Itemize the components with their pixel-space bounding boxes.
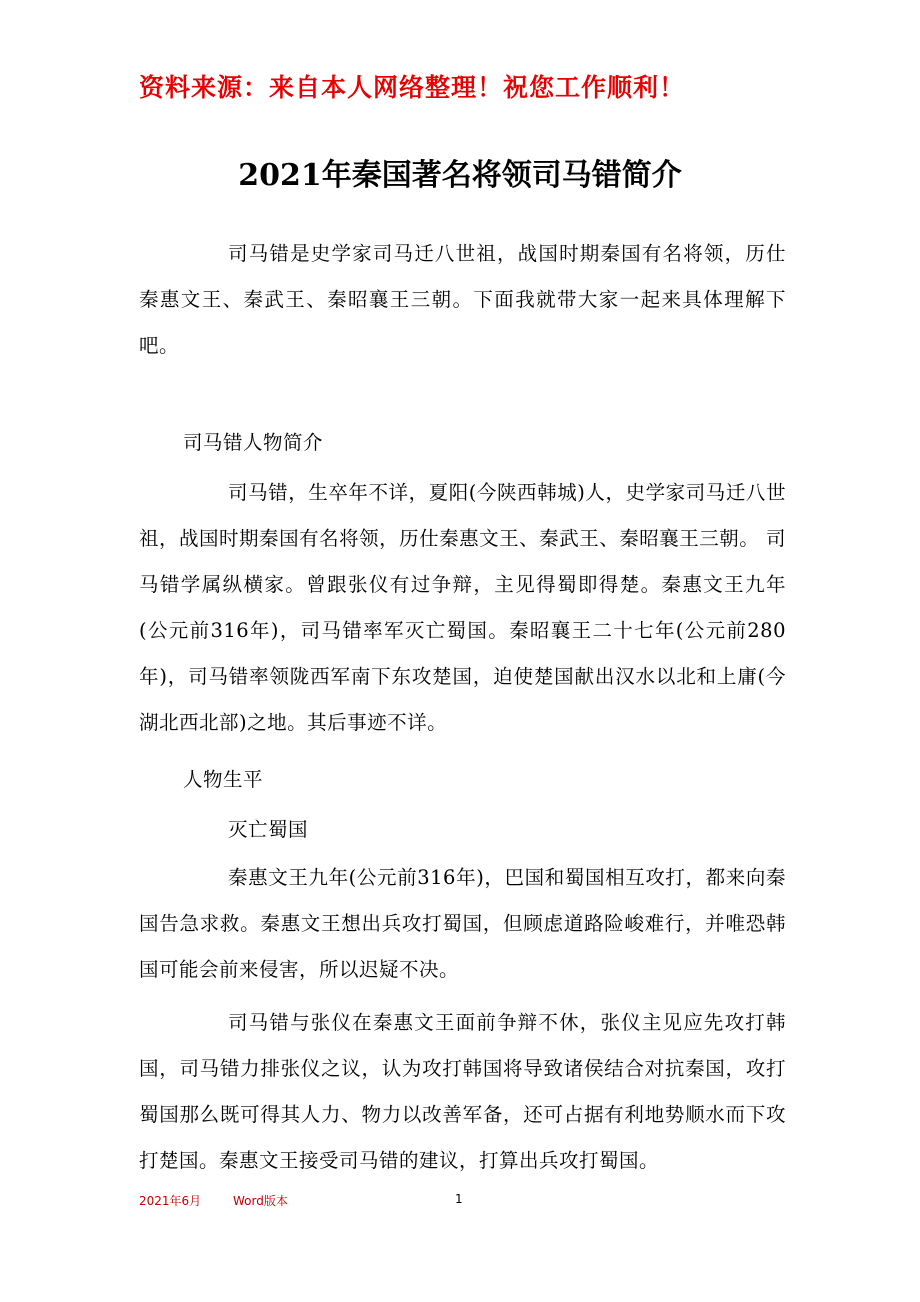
source-banner: 资料来源：来自本人网络整理！祝您工作顺利！ bbox=[139, 73, 686, 102]
paragraph-ba-shu-conflict: 秦惠文王九年(公元前316年)，巴国和蜀国相互攻打，都来向秦国告急求救。秦惠文王想出兵攻打蜀国，但顾虑道路险峻难行，并唯恐韩国可能会前来侵害，所以迟疑不决。 bbox=[139, 866, 786, 981]
section-heading-profile: 司马错人物简介 bbox=[183, 431, 324, 454]
footer-page-number: 1 bbox=[455, 1192, 463, 1206]
paragraph-debate-zhangyi: 司马错与张仪在秦惠文王面前争辩不休，张仪主见应先攻打韩国，司马错力排张仪之议，认为攻打韩国将导致诸侯结合对抗秦国，攻打蜀国那么既可得其人力、物力以改善军备，还可占据有利地势顺水而下攻打楚国。秦惠文王接受司马错的建议，打算出兵攻打蜀国。 bbox=[139, 1011, 786, 1172]
profile-paragraph: 司马错，生卒年不详，夏阳(今陕西韩城)人，史学家司马迁八世祖，战国时期秦国有名将领，历仕秦惠文王、秦武王、秦昭襄王三朝。 司马错学属纵横家。曾跟张仪有过争辩，主见得蜀即得楚。秦惠文王九年(公元前316年)，司马错率军灭亡蜀国。秦昭襄王二十七年(公元前280年)，司马错率领陇西军南下东攻楚国，迫使楚国献出汉水以北和上庸(今湖北西北部)之地。其后事迹不详。 bbox=[139, 481, 786, 734]
footer-version: Word版本 bbox=[233, 1194, 288, 1208]
section-heading-life: 人物生平 bbox=[183, 768, 264, 791]
footer-date: 2021年6月 bbox=[139, 1194, 202, 1208]
document-title: 2021年秦国著名将领司马错简介 bbox=[238, 158, 682, 193]
intro-paragraph: 司马错是史学家司马迁八世祖，战国时期秦国有名将领，历仕秦惠文王、秦武王、秦昭襄王三朝。下面我就带大家一起来具体理解下吧。 bbox=[139, 242, 786, 357]
subsection-heading-conquer-shu: 灭亡蜀国 bbox=[228, 818, 309, 841]
